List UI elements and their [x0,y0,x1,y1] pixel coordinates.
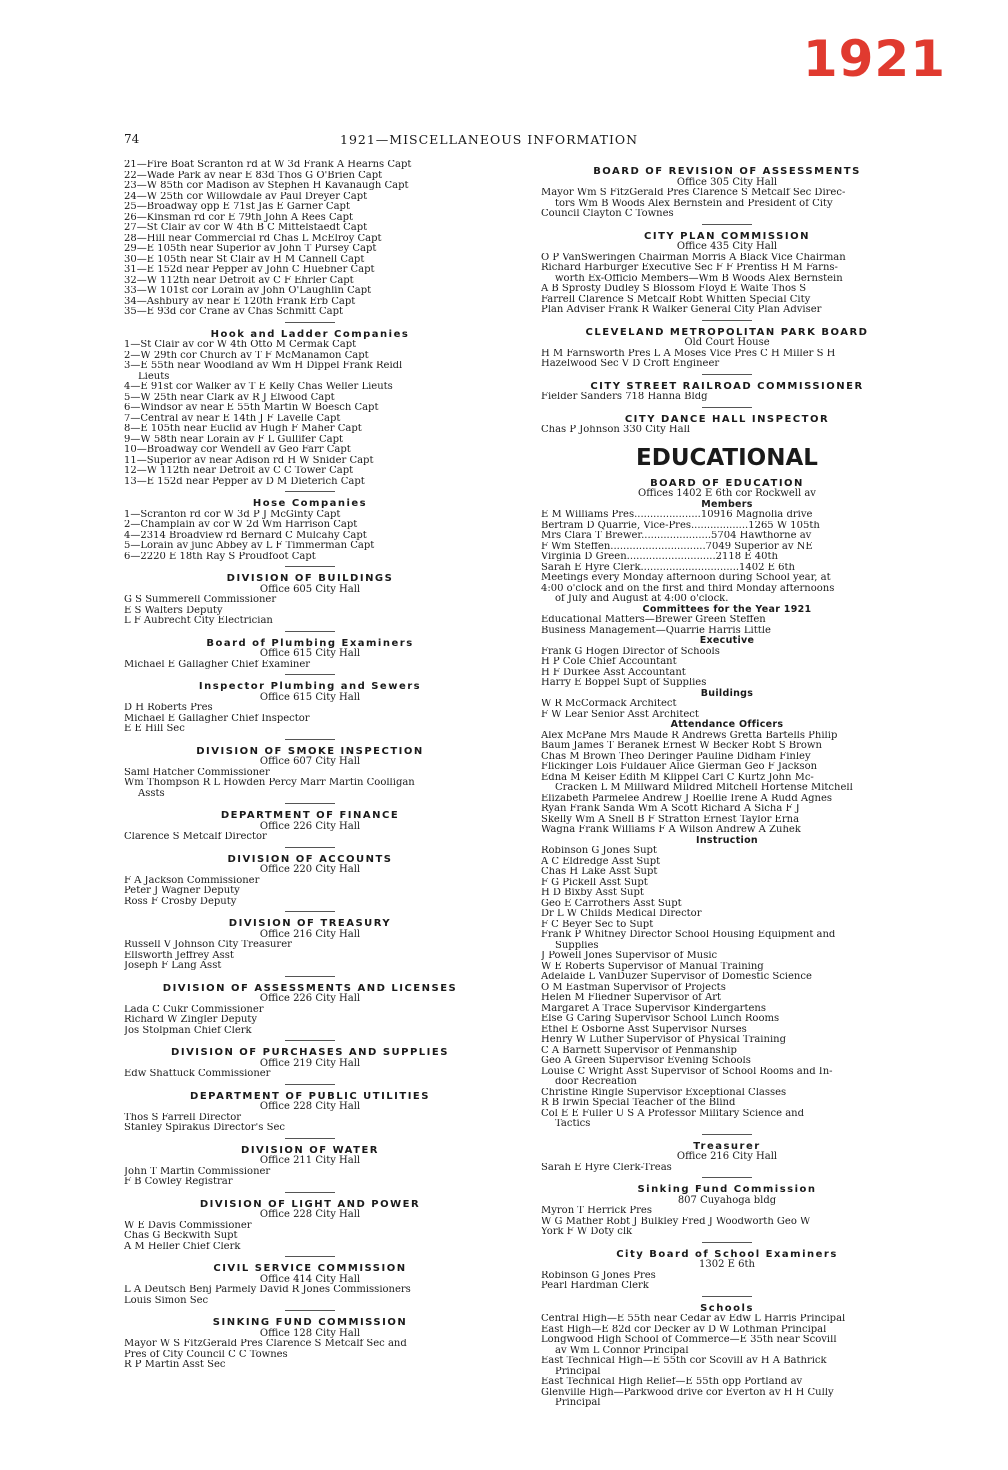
section-divider [285,976,335,977]
listing-line: Richard Harburger Executive Sec F F Prentiss H M Farns- [541,263,838,273]
section-heading: BOARD OF EDUCATION [650,477,804,489]
listing-line: 8—E 105th near Euclid av Hugh F Maher Capt [124,424,362,434]
section-heading: DIVISION OF WATER [241,1144,379,1156]
listing-line: tors Wm B Woods Alex Bernstein and President of City [555,198,833,209]
listing-line: Bertram D Quarrie, Vice-Pres..................1265 W 105th [541,520,820,531]
listing-line: 28—Hill near Commercial rd Chas L McElroy Capt [124,233,382,244]
listing-line: 30—E 105th near St Clair av H M Cannell Capt [124,254,365,265]
listing-section [124,847,496,908]
listing-line: Baum James T Beranek Ernest W Becker Robt S Brown [541,741,822,751]
page-number: 74 [124,132,140,146]
listing-line: Col E E Fuller U S A Professor Military Science and [541,1108,805,1119]
listing-section [124,1040,496,1080]
listing-section [124,1084,496,1134]
listing-line: F Wm Steffen..............................7049 Superior av NE [541,541,813,552]
listing-line: 11—Superior av near Adison rd H W Snider Capt [124,455,374,466]
listing-line: Supplies [555,940,599,951]
section-heading: Sinking Fund Commission [637,1184,817,1195]
section-heading: CIVIL SERVICE COMMISSION [213,1263,407,1274]
listing-line: Ross F Crosby Deputy [124,896,237,907]
listing-line: 26—Kinsman rd cor E 79th John A Rees Capt [124,212,354,223]
section-heading: DIVISION OF LIGHT AND POWER [199,1198,421,1210]
listing-section [124,674,496,735]
listing-line: Pearl Hardman Clerk [541,1281,649,1291]
listing-line: Sarah E Hyre Clerk-Treas [541,1162,672,1173]
listing-line: Dr L W Childs Medical Director [541,909,702,919]
subsection-heading: Attendance Officers [670,719,784,730]
listing-line: John T Martin Commissioner [124,1166,271,1177]
listing-section [124,739,496,800]
listing-line: Ethel E Osborne Asst Supervisor Nurses [541,1024,747,1035]
listing-line: Council Clayton C Townes [541,209,674,219]
section-heading: CLEVELAND METROPOLITAN PARK BOARD [585,326,869,338]
listing-line: Louis Simon Sec [124,1295,209,1306]
listing-line: L F Aubrecht City Electrician [124,616,273,626]
section-heading: BOARD OF REVISION OF ASSESSMENTS [593,166,861,177]
section-office: Office 216 City Hall [676,1151,778,1162]
listing-line: 35—E 93d cor Crane av Chas Schmitt Capt [124,307,343,317]
section-heading: DIVISION OF ACCOUNTS [227,853,393,865]
listing-line: 5—Lorain av junc Abbey av L F Timmerman Capt [124,541,375,551]
listing-line: E M Williams Pres.....................10916 Magnolia drive [541,510,813,520]
listing-line: 21—Fire Boat Scranton rd at W 3d Frank A Hearns Capt [124,160,412,170]
listing-line: Robinson G Jones Pres [541,1270,656,1281]
listing-line: Joseph F Lang Asst [124,961,222,971]
section-divider [285,322,335,323]
section-heading: CITY PLAN COMMISSION [644,230,810,242]
listing-line: Meetings every Monday afternoon during School year, at [541,573,831,583]
listing-line: Frank P Whitney Director School Housing Equipment and [541,930,836,940]
listing-line: H F Durkee Asst Accountant [541,667,686,678]
section-office: Office 414 City Hall [259,1273,361,1285]
section-heading: Schools [700,1302,754,1314]
listing-line: E E Hill Sec [124,724,185,734]
listing-section [541,1242,913,1292]
section-office: Office 219 City Hall [259,1057,361,1069]
listing-line: H M Farnsworth Pres L A Moses Vice Pres C H Miller S H [541,348,836,359]
listing-line: Principal [555,1398,601,1408]
listing-line: of July and August at 4:00 o'clock. [555,594,729,604]
section-divider [702,1177,752,1178]
listing-line: 2—W 29th cor Church av T F McManamon Capt [124,350,369,361]
listing-line: R P Martin Asst Sec [124,1360,226,1370]
subsection-heading: Instruction [696,834,758,846]
section-heading: CITY DANCE HALL INSPECTOR [624,413,830,425]
section-office: Office 226 City Hall [259,820,361,832]
listing-line: Pres of City Council C C Townes [124,1349,288,1360]
listing-line: Edw Shattuck Commissioner [124,1069,271,1079]
section-heading: DEPARTMENT OF PUBLIC UTILITIES [190,1090,430,1102]
listing-line: Lieuts [138,371,170,382]
listing-line: 6—Windsor av near E 55th Martin W Boesch Capt [124,403,379,413]
listing-line: Margaret A Trace Supervisor Kindergartens [541,1003,766,1014]
section-office: Office 226 City Hall [259,993,361,1004]
listing-line: Mrs Clara T Brewer......................5704 Hawthorne av [541,531,812,541]
section-divider [285,847,335,848]
section-divider [285,1040,335,1041]
listing-line: 4—E 91st cor Walker av T E Kelly Chas Weller Lieuts [124,382,393,392]
section-office: Office 228 City Hall [259,1209,361,1220]
listing-line: F B Cowley Registrar [124,1177,233,1187]
section-divider [702,1134,752,1135]
listing-line: 10—Broadway cor Wendell av Geo Farr Capt [124,445,351,455]
section-heading: Inspector Plumbing and Sewers [198,681,422,692]
listing-line: Flickinger Lois Fuldauer Alice Gierman Geo F Jackson [541,762,818,772]
listing-line: Richard W Zingler Deputy [124,1015,258,1025]
listing-line: 1—St Clair av cor W 4th Otto M Cermak Capt [124,340,357,350]
section-heading: City Board of School Examiners [616,1248,838,1260]
listing-section [541,1296,913,1409]
section-divider [702,407,752,408]
section-divider [702,224,752,225]
listing-section [541,320,913,370]
section-office: Office 228 City Hall [259,1101,361,1112]
listing-line: East High—E 82d cor Decker av D W Lothman Principal [541,1324,827,1335]
listing-line: 3—E 55th near Woodland av Wm H Dippel Frank Reidl [124,361,403,371]
section-divider [285,491,335,492]
listing-line: E S Walters Deputy [124,605,223,616]
listing-line: Principal [555,1366,601,1377]
section-office: Office 435 City Hall [676,241,778,252]
listing-line: Peter J Wagner Deputy [124,886,240,896]
section-divider [285,739,335,740]
listing-line: Business Management—Quarrie Harris Little [541,625,771,636]
listing-section [541,444,913,1130]
listing-section [124,631,496,671]
listing-line: D H Roberts Pres [124,703,213,713]
right-column [541,160,913,1409]
section-divider [285,674,335,675]
section-heading: DEPARTMENT OF FINANCE [220,810,400,821]
listing-line: Sarah E Hyre Clerk...............................1402 E 6th [541,562,795,573]
listing-line: Michael E Gallagher Chief Inspector [124,713,310,724]
listing-line: Skelly Wm A Snell B F Stratton Ernest Taylor Erna [541,814,800,825]
section-heading: DIVISION OF ASSESSMENTS AND LICENSES [162,982,458,994]
listing-line: 29—E 105th near Superior av John T Pursey Capt [124,244,377,254]
listing-line: Assts [138,788,165,799]
listing-section [124,160,496,318]
section-office: Office 216 City Hall [259,928,361,940]
listing-line: H P Cole Chief Accountant [541,657,677,667]
listing-line: Alex McPane Mrs Maude R Andrews Gretta Bartells Philip [541,730,838,741]
listing-section [124,1192,496,1253]
listing-line: Robinson G Jones Supt [541,846,657,856]
listing-line: Fielder Sanders 718 Hanna Bldg [541,392,708,402]
listing-line: Mayor W S FitzGerald Pres Clarence S Metcalf Sec and [124,1339,407,1349]
section-office: 807 Cuyahoga bldg [677,1194,777,1206]
listing-line: Wagna Frank Williams F A Wilson Andrew A Zuhek [541,825,801,835]
listing-line: 1—Scranton rd cor W 3d P J McGinty Capt [124,509,341,520]
listing-line: Geo A Green Supervisor Evening Schools [541,1056,751,1066]
listing-line: 5—W 25th near Clark av R J Elwood Capt [124,392,335,403]
year-stamp: 1921 [802,30,946,88]
section-divider [285,1084,335,1085]
section-divider [285,803,335,804]
section-office: Office 605 City Hall [259,583,361,595]
section-heading: Treasurer [693,1140,761,1152]
listing-line: Chas H Lake Asst Supt [541,867,658,877]
section-heading: DIVISION OF BUILDINGS [226,573,394,584]
section-divider [702,1242,752,1243]
section-office: Office 615 City Hall [259,691,361,703]
listing-line: 24—W 25th cor Willowdale av Paul Dreyer Capt [124,191,368,202]
listing-section [124,566,496,627]
listing-line: O P VanSweringen Chairman Morris A Black Vice Chairman [541,252,846,263]
listing-line: 27—St Clair av cor W 4th B C Mittelstaedt Capt [124,223,368,233]
listing-section [124,491,496,562]
listing-line: 12—W 112th near Detroit av C C Tower Capt [124,466,354,476]
listing-section [124,1310,496,1371]
listing-line: C A Barnett Supervisor of Penmanship [541,1045,737,1056]
listing-line: Central High—E 55th near Cedar av Edw L Harris Principal [541,1314,846,1324]
listing-line: 33—W 101st cor Lorain av John O'Laughlin Capt [124,286,372,296]
listing-line: Cracken L M Millward Mildred Mitchell Hortense Mitchell [555,783,853,793]
listing-line: W R McCormack Architect [541,699,677,709]
section-office: Office 305 City Hall [676,176,778,188]
listing-line: F G Pickell Asst Supt [541,877,648,888]
category-title: EDUCATIONAL [636,444,818,471]
section-heading: DIVISION OF PURCHASES AND SUPPLIES [171,1047,449,1058]
listing-line: A M Heller Chief Clerk [124,1241,241,1252]
listing-line: Mayor Wm S FitzGerald Pres Clarence S Metcalf Sec Direc- [541,188,846,198]
listing-line: F W Lear Senior Asst Architect [541,709,699,720]
listing-line: Glenville High—Parkwood drive cor Everton av H H Cully [541,1387,834,1398]
section-divider [285,566,335,567]
subsection-heading: Executive [699,635,755,646]
listing-line: A B Sprosty Dudley S Blossom Floyd E Waite Thos S [541,284,807,294]
listing-line: Virginia D Green............................2118 E 40th [541,552,778,562]
section-heading: Hook and Ladder Companies [210,328,410,340]
listing-line: 13—E 152d near Pepper av D M Dieterich Capt [124,476,365,487]
listing-line: A C Eldredge Asst Supt [541,856,661,867]
listing-line: 7—Central av near E 14th J F Lavelle Capt [124,413,341,424]
listing-section [541,167,913,220]
listing-line: Chas G Beckwith Supt [124,1231,238,1241]
section-heading: DIVISION OF SMOKE INSPECTION [196,745,424,757]
listing-line: 22—Wade Park av near E 83d Thos G O'Brien Capt [124,170,383,181]
section-divider [285,631,335,632]
listing-line: H D Bixby Asst Supt [541,888,644,898]
section-heading: DIVISION OF TREASURY [228,918,392,929]
listing-line: W E Davis Commissioner [124,1220,252,1231]
listing-section [124,803,496,843]
listing-line: Edna M Keiser Edith M Klippel Carl C Kurtz John Mc- [541,772,814,783]
listing-line: Else G Caring Supervisor School Lunch Rooms [541,1014,780,1024]
listing-line: Christine Ringle Supervisor Exceptional Classes [541,1087,787,1098]
listing-line: Educational Matters—Brewer Green Steffen [541,615,766,625]
listing-line: Ellsworth Jeffrey Asst [124,950,234,961]
listing-line: F C Beyer Sec to Supt [541,919,654,930]
listing-line: W E Roberts Supervisor of Manual Training [541,961,764,972]
section-divider [285,1192,335,1193]
listing-line: Louise C Wright Asst Supervisor of School Rooms and In- [541,1066,833,1077]
listing-line: J Powell Jones Supervisor of Music [541,951,718,961]
listing-line: Wm Thompson R L Howden Percy Marr Martin Coolligan [124,778,415,788]
listing-line: Chas M Brown Theo Deringer Pauline Didham Finley [541,751,811,762]
listing-line: Russell V Johnson City Treasurer [124,940,292,950]
section-divider [285,1310,335,1311]
listing-line: 4:00 o'clock and on the first and third Monday afternoons [541,583,835,594]
listing-section [124,322,496,488]
listing-line: Adelaide L VanDuzer Supervisor of Domestic Science [541,972,812,982]
listing-line: worth Ex-Officio Members—Wm B Woods Alex Bernstein [555,273,843,284]
listing-line: door Recreation [555,1077,637,1087]
listing-line: 4—2314 Broadview rd Bernard C Mulcahy Capt [124,530,367,541]
listing-section [124,911,496,972]
section-office: Office 220 City Hall [259,864,361,875]
section-divider [285,1138,335,1139]
listing-line: Elizabeth Parmelee Andrew J Roellie Irene A Rudd Agnes [541,793,833,804]
listing-line: Chas P Johnson 330 City Hall [541,425,690,435]
listing-line: Helen M Fliedner Supervisor of Art [541,993,722,1003]
listing-line: Frank G Hogen Director of Schools [541,646,720,657]
section-office: 1302 E 6th [699,1259,755,1270]
listing-line: G S Summerell Commissioner [124,595,277,605]
listing-section [541,224,913,316]
listing-line: Hazelwood Sec V D Croft Engineer [541,359,720,369]
section-office: Office 607 City Hall [259,756,361,767]
listing-line: 6—2220 E 18th Ray S Proudfoot Capt [124,551,316,562]
section-divider [285,911,335,912]
listing-line: Henry W Luther Supervisor of Physical Training [541,1035,786,1045]
listing-line: Michael E Gallagher Chief Examiner [124,659,311,670]
section-office: Old Court House [684,337,770,348]
section-divider [285,1256,335,1257]
listing-line: 9—W 58th near Lorain av F L Gullifer Capt [124,434,344,445]
listing-section [541,374,913,403]
left-column [124,160,496,1371]
listing-line: Harry E Boppel Supt of Supplies [541,678,707,688]
listing-line: Farrell Clarence S Metcalf Robt Whitten Special City [541,294,811,305]
section-divider [702,1296,752,1297]
listing-line: 34—Ashbury av near E 120th Frank Erb Capt [124,296,356,307]
listing-section [124,976,496,1037]
listing-line: Tactics [555,1119,591,1129]
listing-line: 31—E 152d near Pepper av John C Huebner Capt [124,265,375,275]
section-heading: SINKING FUND COMMISSION [212,1317,408,1328]
listing-line: 2—Champlain av cor W 2d Wm Harrison Capt [124,520,358,530]
listing-line: 25—Broadway opp E 71st Jas E Garner Capt [124,202,350,212]
section-divider [702,374,752,375]
section-office: Office 615 City Hall [259,648,361,659]
listing-line: East Technical High—E 55th cor Scovill av H A Bathrick [541,1356,827,1366]
subsection-heading: Buildings [700,687,754,699]
listing-line: av Wm L Connor Principal [555,1345,689,1356]
listing-line: York F W Doty clk [541,1227,633,1237]
section-divider [702,320,752,321]
listing-section [124,1138,496,1188]
listing-line: 32—W 112th near Detroit av C F Ehrler Capt [124,275,354,286]
listing-line: W G Mather Robt J Bulkley Fred J Woodworth Geo W [541,1216,811,1227]
listing-line: Saml Hatcher Commissioner [124,767,270,778]
subsection-heading: Members [701,498,753,510]
section-office: Office 211 City Hall [259,1155,361,1166]
listing-section [541,1177,913,1238]
listing-line: Plan Adviser Frank R Walker General City Plan Adviser [541,305,822,315]
listing-line: Geo E Carrothers Asst Supt [541,898,682,909]
section-office: Offices 1402 E 6th cor Rockwell av [638,488,816,499]
listing-section [541,407,913,436]
subsection-heading: Committees for the Year 1921 [642,603,812,615]
listing-line: Lada C Cukr Commissioner [124,1004,264,1015]
listing-line: Myron T Herrick Pres [541,1206,652,1216]
listing-line: East Technical High Relief—E 55th opp Portland av [541,1377,803,1387]
listing-line: Ryan Frank Sanda Wm A Scott Richard A Sicha F J [541,804,800,814]
listing-line: L A Deutsch Benj Parmely David R Jones Commissioners [124,1285,411,1295]
listing-line: R B Irwin Special Teacher of the Blind [541,1098,736,1108]
listing-line: Jos Stolpman Chief Clerk [124,1025,252,1036]
listing-line: Longwood High School of Commerce—E 35th near Scovill [541,1335,837,1345]
listing-line: F A Jackson Commissioner [124,875,260,886]
listing-section [124,1256,496,1306]
section-office: Office 128 City Hall [259,1327,361,1339]
listing-line: Thos S Farrell Director [124,1112,242,1123]
listing-section [541,1134,913,1174]
listing-line: Clarence S Metcalf Director [124,832,267,842]
listing-line: Stanley Spirakus Director's Sec [124,1123,285,1133]
section-heading: Hose Companies [252,498,368,509]
section-heading: CITY STREET RAILROAD COMMISSIONER [590,380,864,392]
listing-line: O M Eastman Supervisor of Projects [541,982,726,993]
listing-line: 23—W 85th cor Madison av Stephen H Kavanaugh Capt [124,181,409,191]
running-head: 1921—MISCELLANEOUS INFORMATION [340,132,639,147]
section-heading: Board of Plumbing Examiners [206,637,414,649]
